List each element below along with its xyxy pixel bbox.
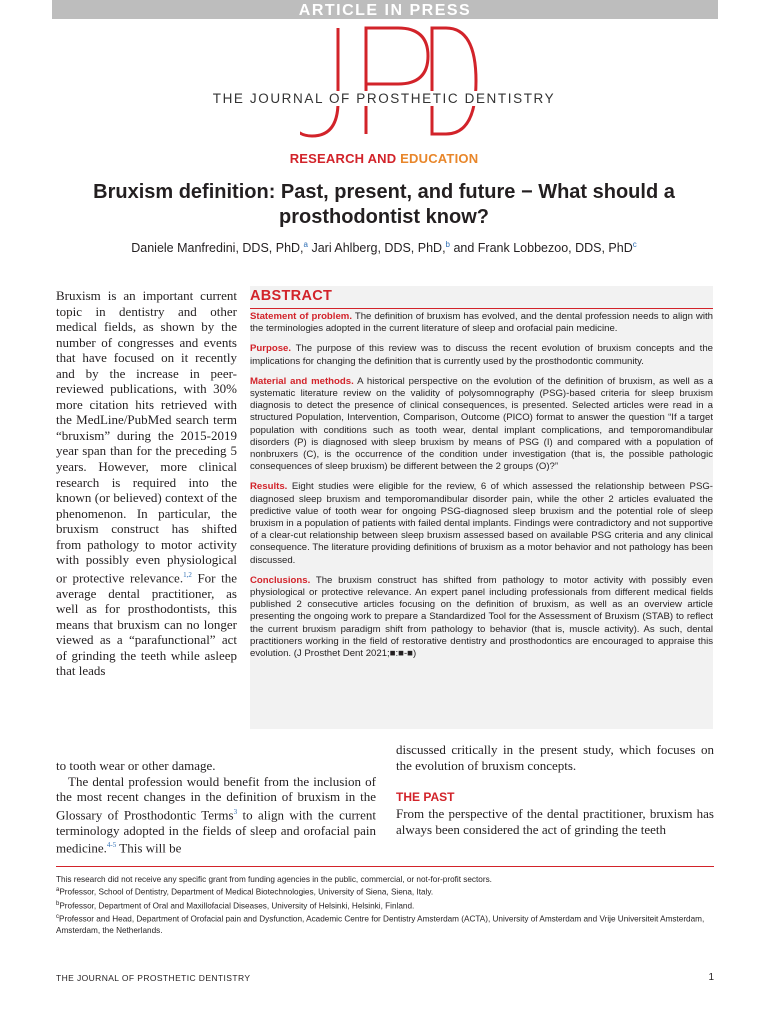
abstract-section: Statement of problem. The definition of bruxism has evolved, and the dental profession needs to align with the terminologies adopted in the current literature of sleep and orofacial pain medicine.	[250, 311, 713, 335]
author-2: Jari Ahlberg, DDS, PhD,	[307, 241, 446, 256]
section-label-education: EDUCATION	[400, 151, 479, 166]
article-in-press-banner: ARTICLE IN PRESS	[52, 0, 718, 19]
title-line-2: prosthodontist know?	[279, 206, 489, 228]
journal-name: THE JOURNAL OF PROSTHETIC DENTISTRY	[210, 91, 559, 106]
paragraph: The dental profession would benefit from the inclusion of the most recent changes in the definition of bruxism in the Glossary of Prosthodontic Terms$^3$ to align with the current terminology adopted in the fields of sleep and orofacial pain medicine.$^{4-5}$ This will be	[56, 773, 376, 856]
intro-text: Bruxism is an important current topic in dentistry and other medical fields, as shown by the number of congresses and events that have focused on it recently and by the increase in peer-reviewed publications, with 30% more citation hits retrieved with the MedLine/PubMed search term “bruxism” during the 2015-2019 year span than for the preceding 5 years. However, more clinical research is required into the known (or believed) context of the phenomenon. In particular, the bruxism construct has shifted from pathology to motor activity with possibly even physiological or protective relevance.	[56, 288, 237, 586]
abstract-section-label: Statement of problem.	[250, 311, 352, 322]
article-title	[70, 180, 698, 230]
paragraph: to tooth wear or other damage.	[56, 758, 216, 773]
affiliation-a: $^a$Professor, School of Dentistry, Department of Medical Biotechnologies, University of Siena, Siena, Italy.	[56, 887, 434, 898]
journal-logo	[0, 24, 768, 144]
intro-left-column	[56, 288, 237, 679]
footnotes	[56, 874, 716, 936]
author-1: Daniele Manfredini, DDS, PhD,	[131, 241, 304, 256]
abstract-section-label: Purpose.	[250, 343, 292, 355]
abstract-section: Conclusions. The bruxism construct has shifted from pathology to motor activity with possibly even physiological or protective relevance. An expert panel including professionals from different medical fields published 2 consecutive articles focusing on the definition of bruxism, as well as an overview article presenting the ongoing work to prepare a Standardized Tool for the Assessment of Bruxism (STAB) to reflect the current bruxism paradigm shift from pathology to behavior (that is, muscle activity). As such, dental practitioners working in the field of restorative dentistry and prosthodontics are encouraged to appraise this evolution. (J Prosthet Dent 2021;■:■-■)	[250, 574, 713, 660]
section-heading-the-past: THE PAST	[396, 790, 455, 804]
abstract-divider	[250, 308, 713, 309]
abstract-section: Material and methods. A historical perspective on the evolution of the definition of bruxism, as well as a systematic literature review on the validity of polysomnography (PSG)-based criteria for sleep bruxism diagnosis to detect the presence of clinical consequences, is presented. Selected articles were read in a structured Population, Intervention, Comparison, Outcome (PICO) format to answer the question “If a target population with conditions such as tooth wear, dental implant complications, and temporomandibular disorders (P) is diagnosed with sleep bruxism by means of PSG (I) and compared with a population of nonbruxers (C), is the occurrence of the condition under investigation (that is, the possible pathologic consequences of sleep bruxism) be different between the 2 groups (O)?”	[250, 375, 714, 473]
section-label-research: RESEARCH AND	[289, 151, 401, 166]
jpd-logo-icon	[300, 24, 500, 144]
abstract-heading: ABSTRACT	[250, 288, 333, 304]
abstract-section: Purpose. The purpose of this review was to discuss the recent evolution of bruxism concepts and the implications for changing the definition that is currently used by the prosthodontic community.	[250, 343, 713, 367]
abstract-body	[250, 311, 713, 668]
abstract-section-label: Conclusions.	[250, 574, 311, 586]
section-label	[0, 151, 768, 166]
page-number: 1	[708, 972, 714, 983]
body-right-column: discussed critically in the present study, which focuses on the evolution of bruxism concepts.	[396, 742, 714, 773]
the-past-text: From the perspective of the dental practitioner, bruxism has always been considered the act of grinding the teeth	[396, 806, 714, 837]
reference-link[interactable]: 1,2	[183, 570, 192, 579]
affiliation-c: $^c$Professor and Head, Department of Orofacial pain and Dysfunction, Academic Centre for Dentistry Amsterdam (ACTA), University of Amsterdam and Vrije Universiteit Amsterdam, Amsterdam, the Netherlands.	[56, 913, 705, 935]
footer-journal-name: THE JOURNAL OF PROSTHETIC DENTISTRY	[56, 973, 251, 983]
body-left-column	[56, 758, 376, 856]
reference-link[interactable]: 3	[233, 807, 238, 816]
abstract-box	[250, 286, 713, 729]
reference-link[interactable]: 4-5	[106, 841, 117, 850]
intro-text-continued: For the average dental practitioner, as well as for prosthodontists, this means that bruxism can no longer viewed as a “parafunctional” act of grinding the teeth while asleep that leads	[56, 570, 237, 679]
author-list	[40, 240, 728, 255]
author-1-affiliation[interactable]: a	[303, 240, 308, 249]
abstract-section-label: Results.	[250, 481, 288, 493]
title-line-1: Bruxism definition: Past, present, and future − What should a	[93, 181, 675, 203]
affiliation-b: $^b$Professor, Department of Oral and Maxillofacial Diseases, University of Helsinki, Helsinki, Finland.	[56, 900, 415, 911]
footnote-divider	[56, 866, 714, 867]
abstract-section-label: Material and methods.	[250, 375, 354, 387]
author-3: and Frank Lobbezoo, DDS, PhD	[450, 241, 633, 256]
author-3-affiliation[interactable]: c	[632, 240, 637, 249]
author-2-affiliation[interactable]: b	[445, 240, 450, 249]
funding-note: This research did not receive any specific grant from funding agencies in the public, commercial, or not-for-profit sectors.	[56, 875, 492, 884]
abstract-section: Results. Eight studies were eligible for the review, 6 of which assessed the relationship between PSG-diagnosed sleep bruxism and temporomandibular disorder pain, while the other 2 articles evaluated the predictive value of tooth wear for ongoing PSG-diagnosed sleep bruxism and the potential role of sleep bruxism in a population of patients with failed dental implants. Findings were contradictory and not supportive of a clear-cut relationship between sleep bruxism assessed based on available PSG criteria and any clinical consequence. The literature providing definitions of bruxism as a motor behavior and not pathology has been discussed.	[250, 481, 713, 566]
